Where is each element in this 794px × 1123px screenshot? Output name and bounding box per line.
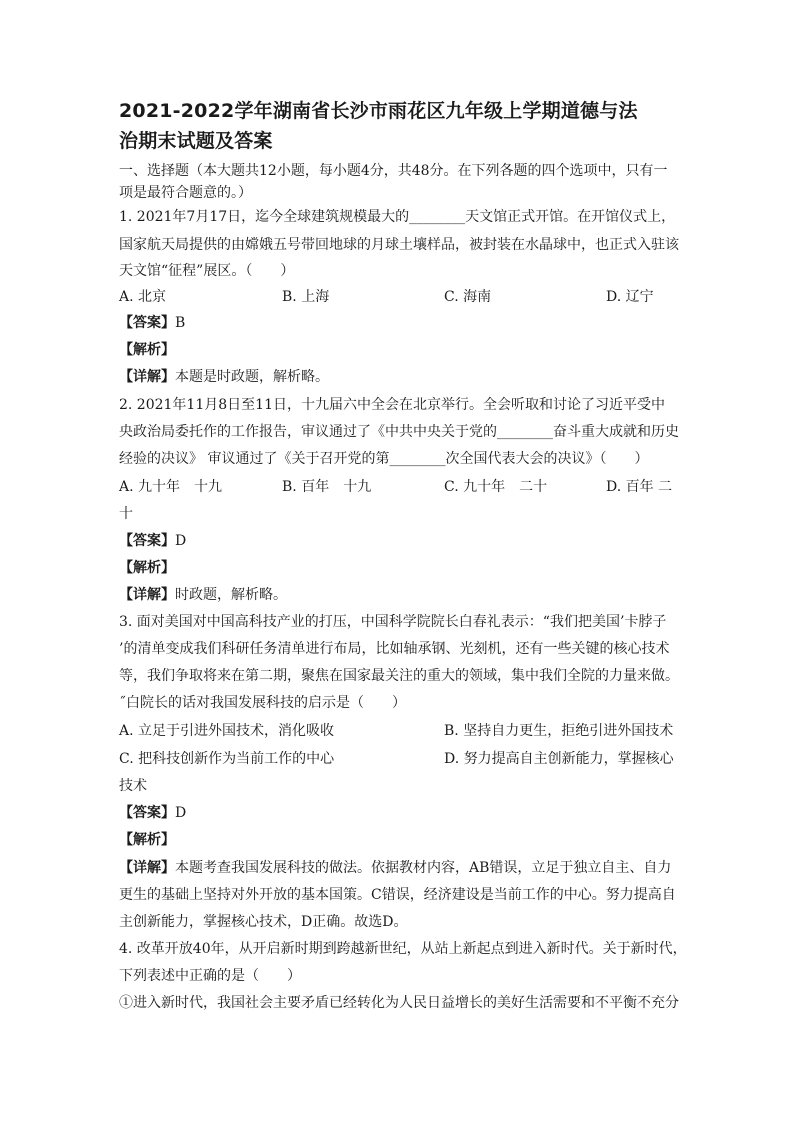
- doc-title-line-2: 治期末试题及答案: [119, 130, 273, 152]
- detail-label: 【详解】: [119, 587, 175, 603]
- q3-stem-line-1: 3. 面对美国对中国高科技产业的打压，中国科学院院长白春礼表示：“我们把美国’卡脖子: [119, 614, 667, 630]
- q2-stem-line-1: 2. 2021年11月8日至11日，十九届六中全会在北京举行。全会听取和讨论了习近平受中: [119, 397, 665, 413]
- q1-analysis-label: 【解析】: [119, 342, 175, 358]
- detail-text: 本题考查我国发展科技的做法。依据教材内容，AB错误，立足于独立自主、自力: [175, 860, 672, 876]
- q4-stem-line-2: 下列表述中正确的是（ ）: [119, 968, 301, 984]
- q3-analysis-label: 【解析】: [119, 832, 175, 848]
- q3-option-a: A. 立足于引进外国技术，消化吸收: [119, 723, 335, 739]
- q2-analysis-label: 【解析】: [119, 560, 175, 576]
- q2-stem-line-2: 央政治局委托作的工作报告，审议通过了《中共中央关于党的________奋斗重大成就和历史: [119, 424, 679, 440]
- q1-stem-line-2: 国家航天局提供的由嫦娥五号带回地球的月球土壤样品，被封装在水晶球中，也正式入驻该: [119, 237, 679, 253]
- answer-value: D: [175, 805, 187, 821]
- q2-stem-line-3: 经验的决议》 审议通过了《关于召开党的第________次全国代表大会的决议》（ ）: [119, 451, 649, 467]
- q1-option-d: D. 辽宁: [606, 289, 654, 305]
- q3-detail-line-2: 更生的基础上坚持对外开放的基本国策。C错误，经济建设是当前工作的中心。努力提高自: [119, 887, 676, 903]
- answer-value: B: [175, 315, 186, 331]
- q1-stem-line-1: 1. 2021年7月17日，迄今全球建筑规模最大的________天文馆正式开馆。在开馆仪式上，: [119, 209, 676, 225]
- answer-label: 【答案】: [119, 533, 175, 549]
- q1-option-b: B. 上海: [282, 289, 330, 305]
- q2-option-a: A. 九十年 十九: [119, 479, 223, 495]
- q3-detail-line-1: [119, 858, 671, 878]
- detail-label: 【详解】: [119, 369, 175, 385]
- q3-stem-line-3: 等，我们争取将来在第二期，聚焦在国家最关注的重大的领域，集中我们全院的力量来做。: [119, 668, 679, 684]
- q2-answer: [119, 531, 186, 551]
- q3-option-d: D. 努力提高自主创新能力，掌握核心: [444, 751, 674, 767]
- q3-option-b: B. 坚持自力更生，拒绝引进外国技术: [444, 723, 674, 739]
- detail-text: 本题是时政题，解析略。: [175, 369, 329, 385]
- q3-stem-line-4: ˝白院长的话对我国发展科技的启示是（ ）: [119, 695, 406, 711]
- q3-option-c: C. 把科技创新作为当前工作的中心: [119, 751, 335, 767]
- answer-label: 【答案】: [119, 805, 175, 821]
- q4-stem-line-3: ①进入新时代，我国社会主要矛盾已经转化为人民日益增长的美好生活需要和不平衡不充分: [119, 995, 679, 1011]
- answer-label: 【答案】: [119, 315, 175, 331]
- q1-option-c: C. 海南: [444, 289, 492, 305]
- q1-answer: [119, 313, 185, 333]
- detail-text: 时政题，解析略。: [175, 587, 287, 603]
- q3-stem-line-2: ’的清单变成我们科研任务清单进行布局，比如轴承钢、光刻机，还有一些关键的核心技术: [119, 641, 670, 657]
- q3-detail-line-3: 主创新能力，掌握核心技术，D正确。故选D。: [119, 914, 408, 930]
- q1-detail: [119, 367, 329, 387]
- q3-option-d-wrap: 技术: [119, 778, 147, 794]
- q2-option-d: D. 百年 二: [606, 479, 673, 495]
- q2-option-c: C. 九十年 二十: [444, 479, 548, 495]
- section-intro-line-2: 项是最符合题意的。）: [119, 185, 252, 201]
- q2-option-d-wrap: 十: [119, 506, 133, 522]
- q2-option-b: B. 百年 十九: [282, 479, 372, 495]
- q1-stem-line-3: 天文馆“征程”展区。（ ）: [119, 263, 295, 279]
- q3-answer: [119, 803, 186, 823]
- detail-label: 【详解】: [119, 860, 175, 876]
- q4-stem-line-1: 4. 改革开放40年，从开启新时期到跨越新世纪，从站上新起点到进入新时代。关于新时代，: [119, 941, 687, 957]
- q2-detail: [119, 585, 287, 605]
- q1-option-a: A. 北京: [119, 289, 167, 305]
- doc-title-line-1: 2021-2022学年湖南省长沙市雨花区九年级上学期道德与法: [119, 100, 638, 122]
- section-intro-line-1: 一、选择题（本大题共12小题，每小题4分，共48分。在下列各题的四个选项中，只有一: [119, 163, 668, 179]
- answer-value: D: [175, 533, 187, 549]
